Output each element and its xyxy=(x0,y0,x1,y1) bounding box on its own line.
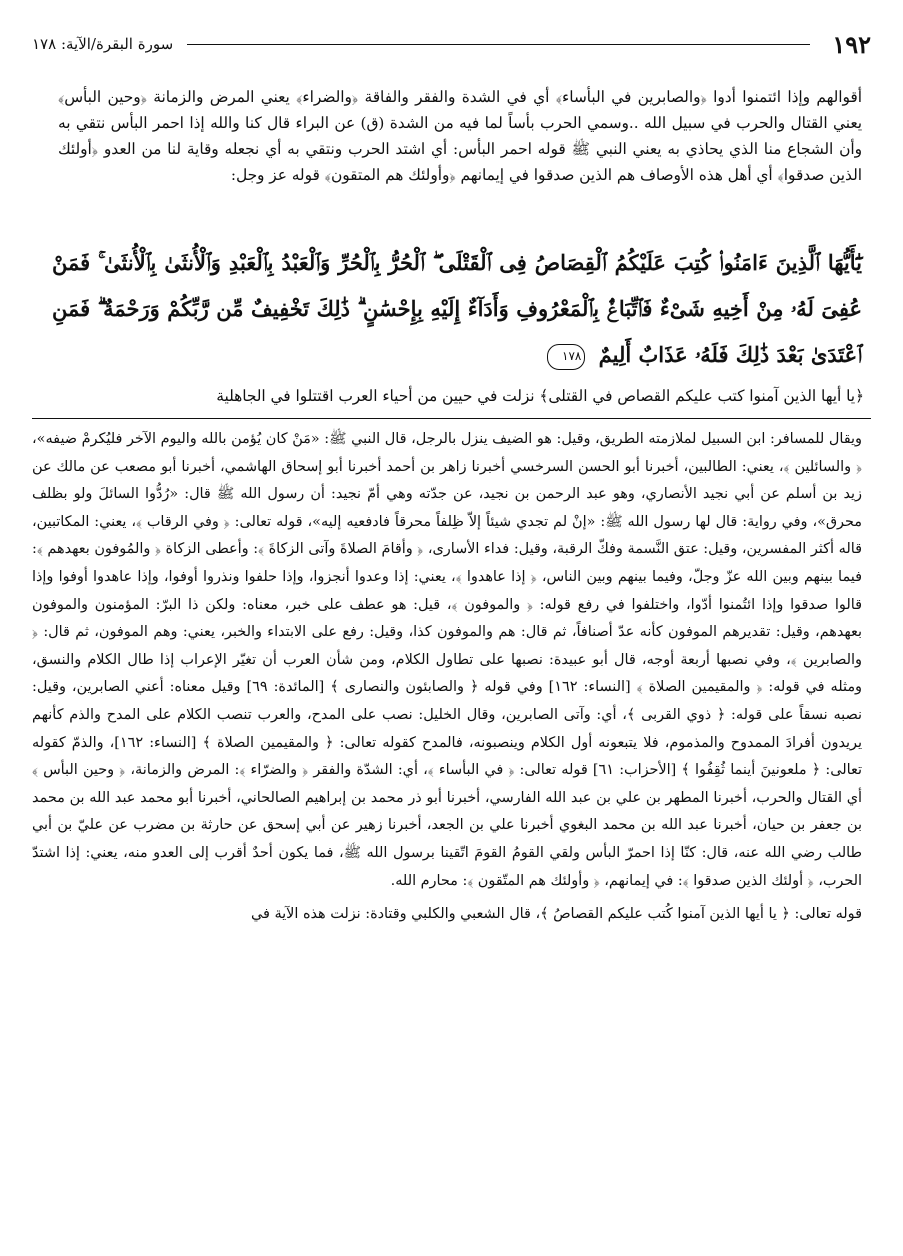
upper-commentary-text: أقوالهم وإذا ائتمنوا أدوا ﴿والصابرين في البأساء﴾ أي في الشدة والفقر والفاقة ﴿والضراء﴾ يعني المرض والزمانة ﴿وحين البأس﴾ يعني القتال والحرب في سبيل الله ..وسمي الحرب بأساً لما فيه من الشدة (ق) عن البراء قال كنا والله إذا احمر البأس نتقي به وأن الشجاع منا الذي يحاذي به يعني النبي ﷺ قوله احمر البأس: أي اشتد الحرب ونتقي به أي نجعله وقاية لنا من العدو ﴿أولئك الذين صدقوا﴾ أي أهل هذه الأوصاف هم الذين صدقوا في إيمانهم ﴿وأولئك هم المتقون﴾ قوله عز وجل: xyxy=(58,88,862,184)
running-head: سورة البقرة/الآية: ١٧٨ xyxy=(32,35,174,53)
upper-commentary xyxy=(58,84,862,188)
verse-intro-line: ﴿يا أيها الذين آمنوا كتب عليكم القصاص في القتلى﴾ نزلت في حيين من أحياء العرب اقتتلوا في الجاهلية xyxy=(216,387,864,405)
closing-line: قوله تعالى: ﴿ يا أيها الذين آمنوا كُتب عليكم القصاصُ ﴾، قال الشعبي والكلبي وقتادة: نزلت هذه الآية في xyxy=(251,906,862,923)
quran-verse xyxy=(52,240,862,378)
page-number: ١٩٢ xyxy=(832,29,871,59)
tafsir-body xyxy=(32,426,862,929)
tafsir-paragraph: ويقال للمسافر: ابن السبيل لملازمته الطريق، وقيل: هو الضيف ينزل بالرجل، قال النبي ﷺ: «مَنْ كان يُؤمن بالله واليوم الآخر فليُكرمْ ضيفه»، ﴿ والسائلين ﴾، يعني: الطالبين، أخبرنا أبو الحسن السرخسي أخبرنا زاهر بن أحمد أخبرنا أبو إسحاق الهاشمي، أخبرنا أبو مصعب عن مالك عن زيد بن أسلم عن أبي نجيد الأنصاري، وهو عبد الرحمن بن نجيد، عن جدّته وهي أمّ نجيد: أن رسول الله ﷺ قال: «رُدُّوا السائلَ ولو بظلف محرق»، وفي رواية: قال لها رسول الله ﷺ: «إنْ لم تجدي شيئاً إلاّ ظِلفاً محرقاً فادفعيه إليه»، قوله تعالى: ﴿ وفي الرقاب ﴾، يعني: المكاتبين، قاله أكثر المفسرين، وقيل: عتق النَّسمة وفكّ الرقبة، وقيل: فداء الأسارى، ﴿ وأقامَ الصلاةَ وآتى الزكاةَ ﴾: وأعطى الزكاة ﴿ والمُوفون بعهدهم ﴾: فيما بينهم وبين الله عزّ وجلّ، وفيما بينهم وبين الناس، ﴿ إذا عاهدوا ﴾، يعني: إذا وعدوا أنجزوا، وإذا حلفوا ونذروا أوفوا، وإذا عاهدوا أوفوا وإذا قالوا صدقوا وإذا ائتُمنوا أدّوا، واختلفوا في رفع قوله: ﴿ والموفون ﴾، قيل: هو عطف على خبر، معناه: ولكن ذا البرّ: المؤمنون والموفون بعهدهم، وقيل: تقديرهم الموفون كأنه عدّ أصنافاً، ثم قال: هم والموفون كذا، وقيل: رفع على الابتداء والخبر، يعني: وهم الموفون، ثم قال: ﴿ والصابرين ﴾، وفي نصبها أربعة أوجه، قال أبو عبيدة: نصبها على تطاول الكلام، ومن شأن العرب أن تغيّر الإعراب إذا طال الكلام والنسق، ومثله في قوله: ﴿ والمقيمين الصلاة ﴾ [النساء: ١٦٢] وفي قوله ﴿ والصابئون والنصارى ﴾ [المائدة: ٦٩] وقيل معناه: أعني الصابرين، وقيل: نصبه نسقاً على قوله: ﴿ ذوي القربى ﴾، أي: وآتى الصابرين، وقال الخليل: نصب على المدح، والعرب تنصب الكلام على المدح والذم كأنهم يريدون أفرادَ الممدوح والمذموم، فلا يتبعونه أول الكلام وينصبونه، فالمدح كقوله تعالى: ﴿ والمقيمين الصلاة ﴾ [النساء: ١٦٢]، والذمّ كقوله تعالى: ﴿ ملعونينَ أينما ثُقِفُوا ﴾ [الأحزاب: ٦١] قوله تعالى: ﴿ في البأساء ﴾، أي: الشدّة والفقر ﴿ والضرّاء ﴾: المرض والزمانة، ﴿ وحين البأس ﴾ أي القتال والحرب، أخبرنا المطهر بن علي بن عبد الله الفارسي، أخبرنا أبو ذر محمد بن إبراهيم الصالحاني، أخبرنا أبو محمد عبد الله بن محمد بن جعفر بن حيان، أخبرنا عبد الله بن محمد البغوي أخبرنا علي بن الجعد، أخبرنا زهير عن أبي إسحق عن حارثة بن مضرب عن عليّ بن أبي طالب رضي الله عنه، قال: كنّا إذا احمرّ البأس ولقي القومُ القومَ اتّقينا برسول الله ﷺ، فما يكون أحدٌ أقرب إلى العدو منه، يعني: إذا اشتدّ الحرب، ﴿ أولئك الذين صدقوا ﴾: في إيمانهم، ﴿ وأولئك هم المتّقون ﴾: محارم الله. xyxy=(32,431,862,889)
verse-text: يَٰٓأَيُّهَا ٱلَّذِينَ ءَامَنُوا۟ كُتِبَ عَلَيْكُمُ ٱلْقِصَاصُ فِى ٱلْقَتْلَى ۖ ٱلْحُرُّ بِٱلْحُرِّ وَٱلْعَبْدُ بِٱلْعَبْدِ وَٱلْأُنثَىٰ بِٱلْأُنثَىٰ ۚ فَمَنْ عُفِىَ لَهُۥ مِنْ أَخِيهِ شَىْءٌ فَٱتِّبَاعٌۢ بِٱلْمَعْرُوفِ وَأَدَآءٌ إِلَيْهِ بِإِحْسَٰنٍ ۗ ذَٰلِكَ تَخْفِيفٌ مِّن رَّبِّكُمْ وَرَحْمَةٌ ۗ فَمَنِ ٱعْتَدَىٰ بَعْدَ ذَٰلِكَ فَلَهُۥ عَذَابٌ أَلِيمٌ xyxy=(52,250,862,367)
header-rule xyxy=(187,44,810,45)
section-divider xyxy=(32,418,871,419)
page-header xyxy=(32,26,871,62)
ayah-number-marker: ١٧٨ xyxy=(547,344,585,370)
